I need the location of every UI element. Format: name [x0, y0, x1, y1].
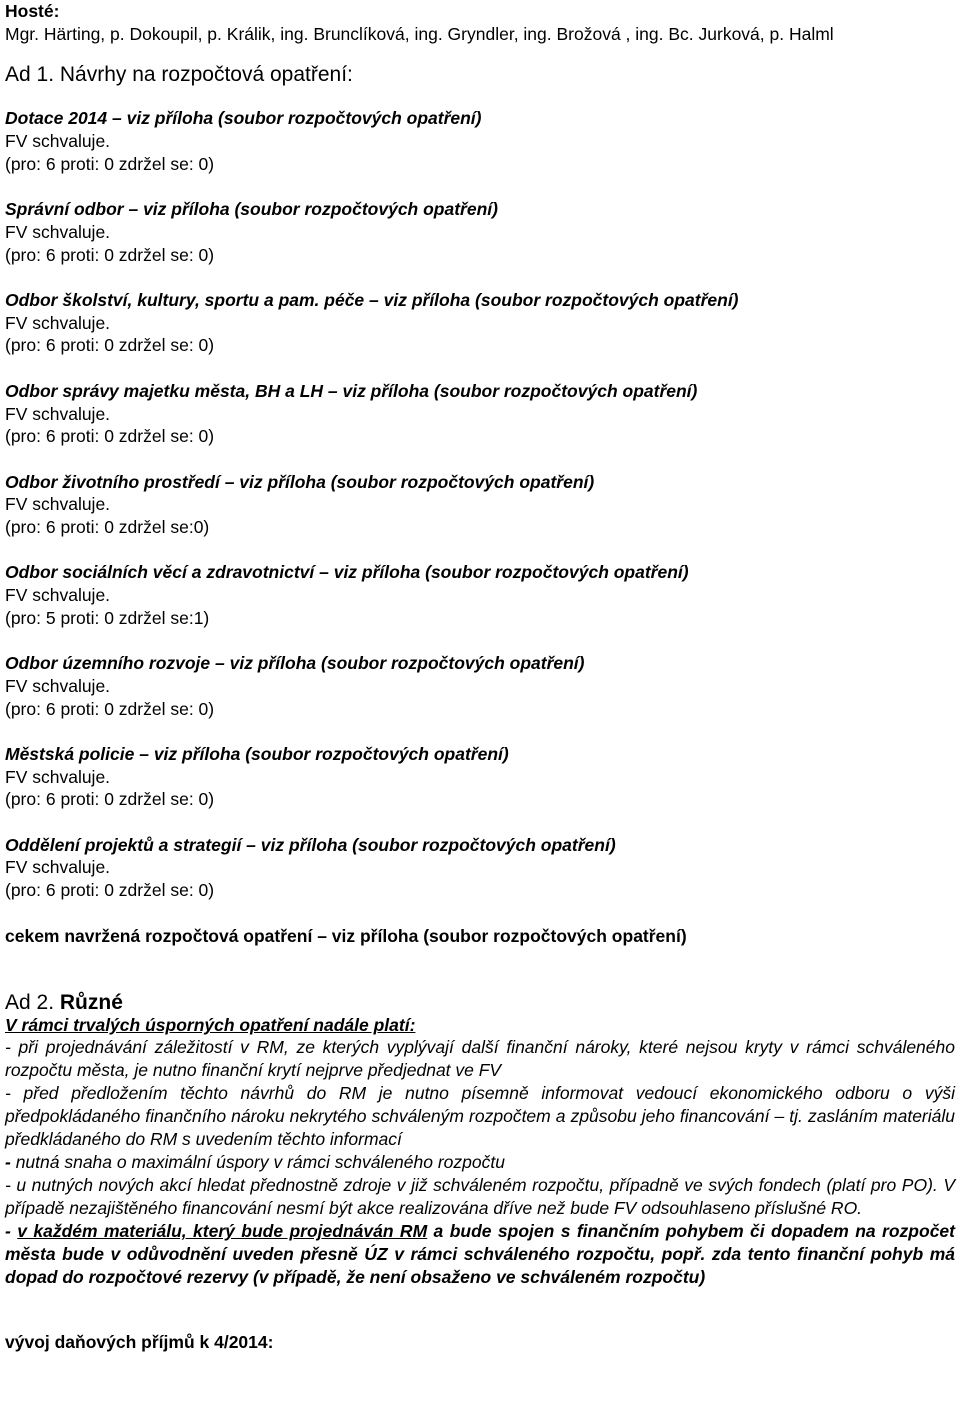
ad2-heading-prefix: Ad 2. [5, 991, 55, 1015]
list-item [5, 834, 955, 902]
item-result: FV schvaluje. [5, 494, 111, 515]
item-title: Městská policie – viz příloha (soubor rozpočtových opatření) [5, 743, 509, 764]
ad2-paragraph-5 [5, 1220, 955, 1289]
item-result: FV schvaluje. [5, 857, 111, 878]
ad2-paragraph-4: - u nutných nových akcí hledat přednostně zdroje v již schváleném rozpočtu, případně ve svých fondech (platí pro PO). V případě nezajištěného financování nesmí být akce realizována dříve než bude FV odsouhlaseno příslušné RO. [5, 1175, 955, 1219]
item-vote: (pro: 6 proti: 0 zdržel se: 0) [5, 426, 215, 447]
ad2-paragraph-5-dash: - [5, 1221, 18, 1242]
ad2-paragraph-5-rest: a bude spojen s finančním pohybem či dopadem na rozpočet města bude v odůvodnění uveden přesně ÚZ v rámci schváleného rozpočtu, popř. zda tento finanční pohyb má dopad do rozpočtové rezervy (v případě, že není obsaženo ve schváleném rozpočtu) [5, 1221, 955, 1288]
item-vote: (pro: 6 proti: 0 zdržel se: 0) [5, 698, 215, 719]
list-item [5, 107, 955, 175]
ad1-heading: Ad 1. Návrhy na rozpočtová opatření: [5, 63, 353, 87]
ad1-item-list [5, 107, 955, 901]
ad2-paragraph-3-text: nutná snaha o maximální úspory v rámci schváleného rozpočtu [10, 1152, 505, 1173]
ad2-subheading: V rámci trvalých úsporných opatření nadále platí: [5, 1015, 416, 1036]
item-vote: (pro: 5 proti: 0 zdržel se:1) [5, 607, 210, 628]
item-title: Odbor sociálních věcí a zdravotnictví – viz příloha (soubor rozpočtových opatření) [5, 562, 689, 583]
ad1-total: cekem navržená rozpočtová opatření – viz příloha (soubor rozpočtových opatření) [5, 925, 687, 946]
document-page [5, 0, 955, 1354]
item-title: Správní odbor – viz příloha (soubor rozpočtových opatření) [5, 199, 498, 220]
item-title: Oddělení projektů a strategií – viz příloha (soubor rozpočtových opatření) [5, 834, 616, 855]
item-title: Odbor územního rozvoje – viz příloha (soubor rozpočtových opatření) [5, 653, 585, 674]
item-vote: (pro: 6 proti: 0 zdržel se: 0) [5, 789, 215, 810]
ad2-heading [5, 991, 955, 1015]
ad2-paragraph-2: - před předložením těchto návrhů do RM je nutno písemně informovat vedoucí ekonomického odboru o výši předpokládaného finančního nároku nekrytého schváleným rozpočtem a způsobu jeho financování – tj. zasláním materiálu předkládaného do RM s uvedením těchto informací [5, 1083, 955, 1150]
ad2-paragraph-5-underlined: v každém materiálu, který bude projednáván RM [17, 1221, 428, 1242]
list-item [5, 743, 955, 811]
list-item [5, 561, 955, 629]
tax-heading: vývoj daňových příjmů k 4/2014: [5, 1332, 274, 1353]
item-result: FV schvaluje. [5, 766, 111, 787]
item-vote: (pro: 6 proti: 0 zdržel se:0) [5, 517, 210, 537]
item-result: FV schvaluje. [5, 675, 111, 696]
ad2-paragraph-3 [5, 1151, 955, 1174]
ad2-paragraph-3-dash: - [5, 1152, 11, 1173]
item-title: Odbor životního prostředí – viz příloha (soubor rozpočtových opatření) [5, 471, 595, 492]
item-title: Odbor školství, kultury, sportu a pam. péče – viz příloha (soubor rozpočtových opatření) [5, 290, 739, 310]
guests-label: Hosté: [5, 1, 60, 21]
list-item [5, 380, 955, 448]
item-result: FV schvaluje. [5, 585, 111, 606]
item-title: Dotace 2014 – viz příloha (soubor rozpočtových opatření) [5, 108, 482, 129]
item-vote: (pro: 6 proti: 0 zdržel se: 0) [5, 153, 215, 174]
list-item [5, 289, 955, 357]
item-vote: (pro: 6 proti: 0 zdržel se: 0) [5, 335, 215, 356]
item-result: FV schvaluje. [5, 403, 111, 424]
item-result: FV schvaluje. [5, 312, 111, 333]
item-result: FV schvaluje. [5, 131, 111, 152]
list-item [5, 652, 955, 720]
ad2-heading-word: Různé [59, 991, 123, 1015]
item-result: FV schvaluje. [5, 221, 111, 242]
list-item [5, 198, 955, 266]
item-title: Odbor správy majetku města, BH a LH – viz příloha (soubor rozpočtových opatření) [5, 380, 698, 401]
guests-names: Mgr. Härting, p. Dokoupil, p. Králik, ing. Brunclíková, ing. Gryndler, ing. Brožová , ing. Bc. Jurková, p. Halml [5, 23, 834, 44]
item-vote: (pro: 6 proti: 0 zdržel se: 0) [5, 880, 215, 901]
item-vote: (pro: 6 proti: 0 zdržel se: 0) [5, 244, 215, 265]
ad2-paragraph-1: - při projednávání záležitostí v RM, ze kterých vyplývají další finanční nároky, které nejsou kryty v rámci schváleného rozpočtu města, je nutno finanční krytí nejprve předjednat ve FV [5, 1037, 955, 1081]
list-item [5, 471, 955, 539]
